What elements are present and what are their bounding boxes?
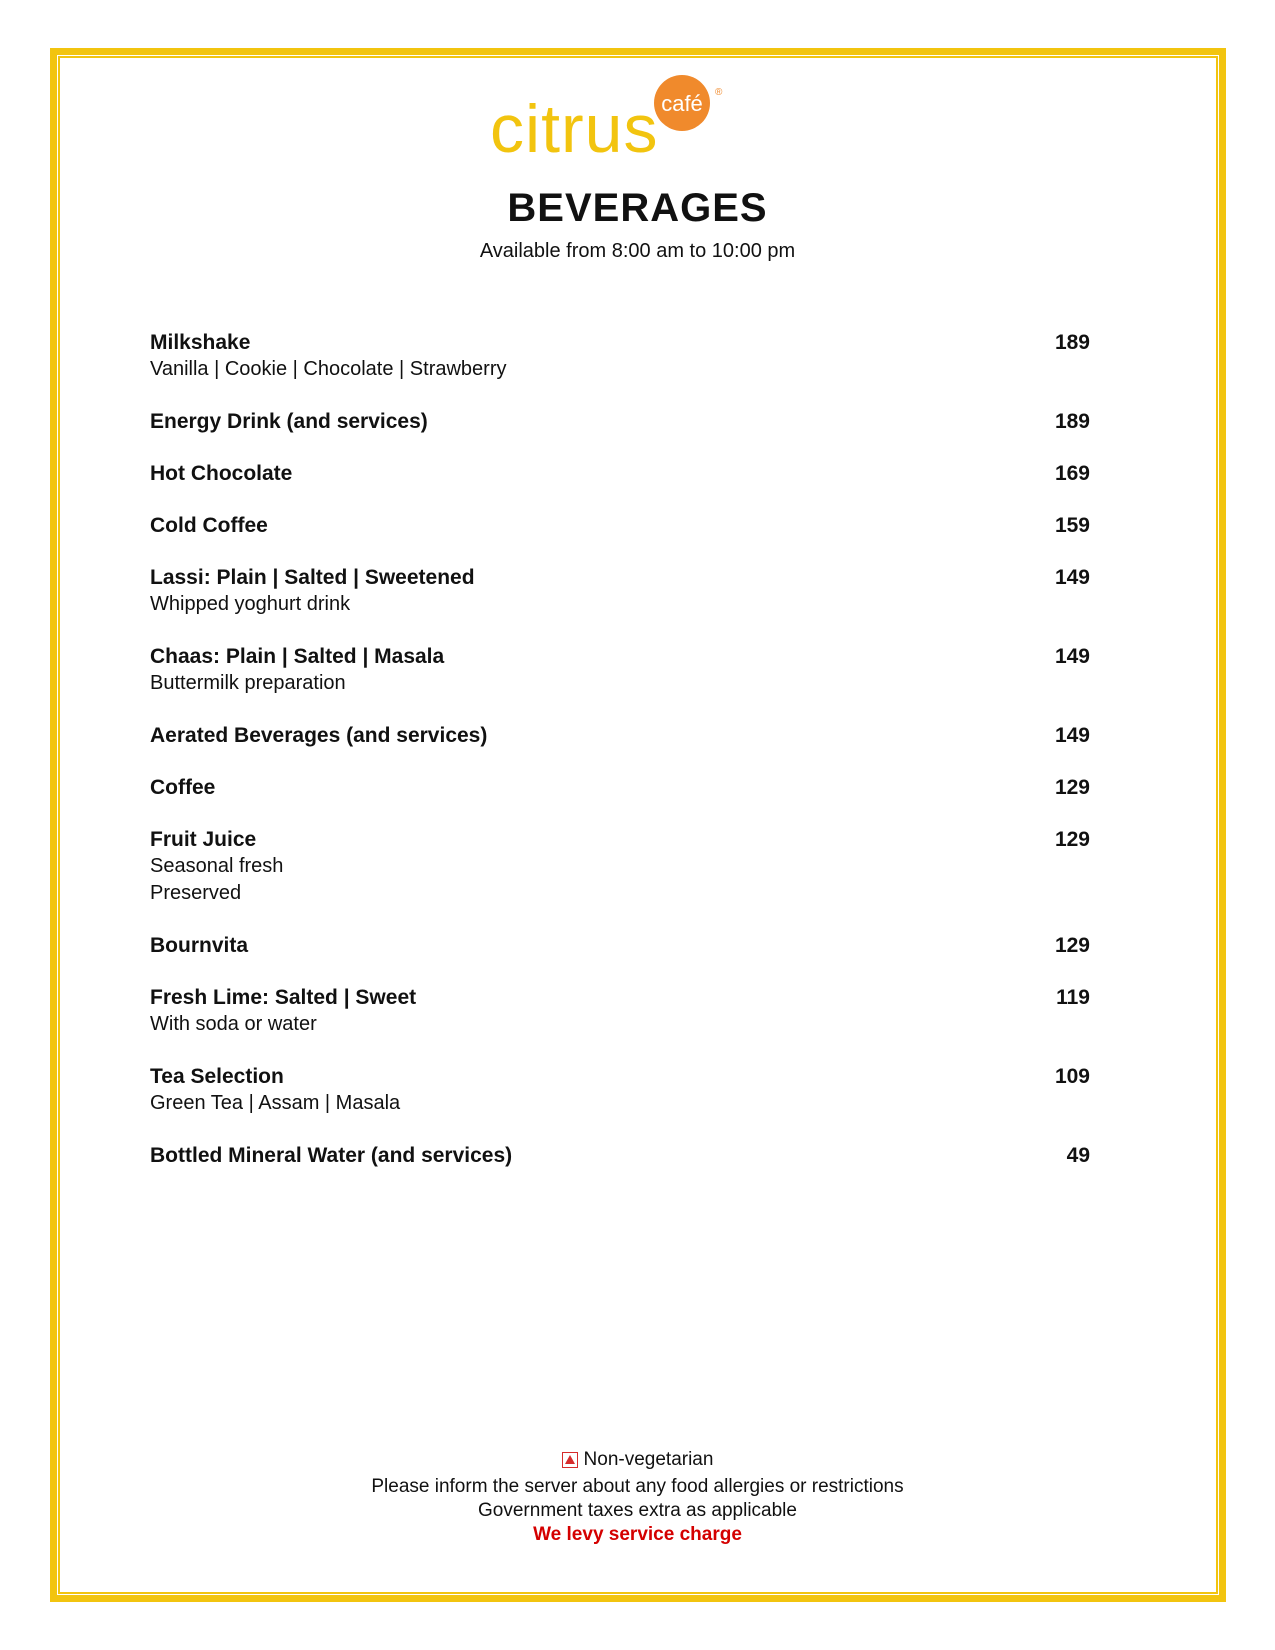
- menu-item-name: Bournvita: [150, 934, 249, 957]
- menu-item-name: Hot Chocolate: [150, 462, 293, 485]
- menu-item-description: Whipped yoghurt drink: [150, 593, 351, 615]
- menu-item: [150, 565, 1090, 618]
- tax-note: Government taxes extra as applicable: [478, 1500, 797, 1521]
- menu-item-price: 159: [1054, 514, 1090, 537]
- menu-item-name: Aerated Beverages (and services): [150, 724, 488, 747]
- menu-item-description: With soda or water: [150, 1013, 317, 1035]
- logo-registered-mark: ®: [715, 87, 723, 98]
- menu-item-price: 149: [1054, 724, 1090, 747]
- menu-item-name: Bottled Mineral Water (and services): [150, 1144, 513, 1167]
- menu-item: [150, 723, 1090, 749]
- menu-item-name: Chaas: Plain | Salted | Masala: [150, 645, 445, 668]
- menu-item: [150, 644, 1090, 697]
- menu-item-description: Buttermilk preparation: [150, 672, 346, 694]
- menu-item-description: Preserved: [150, 882, 242, 904]
- menu-item-price: 109: [1054, 1065, 1090, 1088]
- logo-badge-text: café: [661, 91, 703, 116]
- menu-item-price: 129: [1054, 776, 1090, 799]
- nonveg-legend: [562, 1448, 714, 1472]
- menu-item: [150, 409, 1090, 435]
- menu-item: [150, 775, 1090, 801]
- menu-item-description: Seasonal fresh: [150, 855, 284, 877]
- menu-item-name: Fruit Juice: [150, 828, 257, 851]
- nonveg-label: Non-vegetarian: [583, 1449, 714, 1470]
- menu-item-name: Coffee: [150, 776, 216, 799]
- page-title: BEVERAGES: [507, 186, 768, 230]
- menu-item-name: Lassi: Plain | Salted | Sweetened: [150, 566, 475, 589]
- menu-item-price: 189: [1054, 331, 1090, 354]
- menu-item-price: 149: [1054, 566, 1090, 589]
- menu-item-name: Fresh Lime: Salted | Sweet: [150, 986, 417, 1009]
- availability-hours: Available from 8:00 am to 10:00 pm: [479, 240, 796, 262]
- allergy-note: Please inform the server about any food allergies or restrictions: [371, 1476, 904, 1497]
- menu-item-price: 49: [1066, 1144, 1090, 1167]
- nonveg-symbol-icon: [562, 1452, 578, 1468]
- service-charge-note: We levy service charge: [533, 1524, 742, 1545]
- citrus-cafe-logo: [490, 70, 772, 170]
- menu-item: [150, 461, 1090, 487]
- menu-item-description: Green Tea | Assam | Masala: [150, 1092, 401, 1114]
- menu-item-price: 129: [1054, 934, 1090, 957]
- menu-item-name: Milkshake: [150, 331, 251, 354]
- menu-item-name: Energy Drink (and services): [150, 410, 428, 433]
- menu-item-price: 189: [1054, 410, 1090, 433]
- menu-item-price: 119: [1056, 986, 1090, 1009]
- menu-item: [150, 985, 1090, 1038]
- menu-item-description: Vanilla | Cookie | Chocolate | Strawberry: [150, 358, 507, 380]
- menu-item: [150, 1064, 1090, 1117]
- logo-wordmark: citrus: [490, 91, 659, 167]
- menu-item: [150, 330, 1090, 383]
- menu-item: [150, 827, 1090, 907]
- beverage-menu-list: [150, 330, 1090, 1195]
- menu-item-price: 129: [1054, 828, 1090, 851]
- menu-item-name: Cold Coffee: [150, 514, 268, 537]
- menu-item: [150, 933, 1090, 959]
- menu-item-price: 169: [1054, 462, 1090, 485]
- menu-item: [150, 1143, 1090, 1169]
- menu-footer: [0, 1448, 1275, 1547]
- menu-item: [150, 513, 1090, 539]
- menu-item-name: Tea Selection: [150, 1065, 284, 1088]
- menu-item-price: 149: [1054, 645, 1090, 668]
